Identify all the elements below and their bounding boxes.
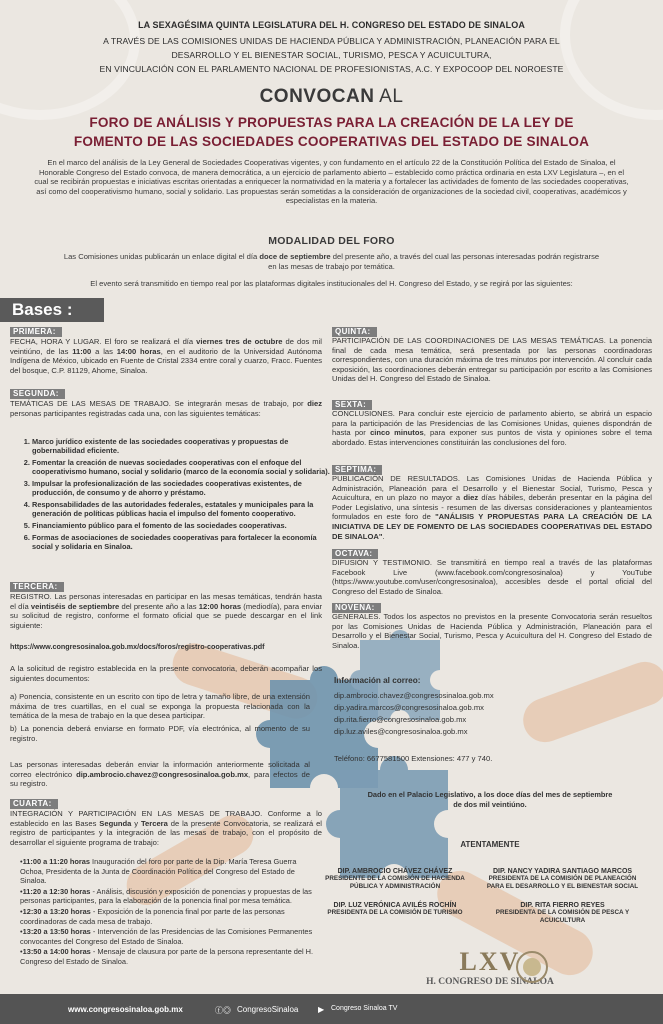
documentos-intro: A la solicitud de registro establecida en la presente convocatoria, deberán acompañar los siguientes documentos: bbox=[10, 664, 322, 683]
octava-label: OCTAVA: bbox=[332, 549, 378, 559]
youtube-icon: ▶ bbox=[318, 1005, 325, 1014]
seal-icon bbox=[515, 950, 549, 984]
social-icons: ⓕ◎ bbox=[215, 1006, 231, 1015]
footer-bar bbox=[0, 994, 663, 1024]
logo-numeral: LXV bbox=[459, 947, 521, 976]
contact-email[interactable]: dip.yadira.marcos@congresosinaloa.gob.mx bbox=[334, 703, 484, 712]
quinta-text: PARTICIPACIÓN DE LAS COORDINACIONES DE LAS MESAS TEMÁTICAS. La ponencia final de cada mesa temática, será presentada por las personas coordinadoras correspondientes, con una duración máxima de tres minutos por intervención. Al concluir cada exposición, las coordinaciones deberán entregar su participación por escrito a las Comisiones Unidas del H. Congreso del Estado de Sinaloa. bbox=[332, 336, 652, 384]
envio-text: Las personas interesadas deberán enviar la información anteriormente solicitada al correo electrónico dip.ambrocio.chavez@congresosinaloa.gob.mx, para efectos de su registro. bbox=[10, 760, 310, 789]
signature-block bbox=[320, 902, 470, 917]
footer-tv[interactable]: Congreso Sinaloa TV bbox=[331, 1005, 398, 1012]
novena-text: GENERALES. Todos los aspectos no previstos en la presente Convocatoria serán resueltos por las Comisiones Unidas de Hacienda Pública y Administración, Planeación para el Desarrollo y el Bienestar Social, Turismo, Pesca y Acuicultura del H. Congreso del Estado de Sinaloa. bbox=[332, 612, 652, 650]
signature-block bbox=[480, 868, 645, 890]
tematica-item: 1. Marco jurídico existente de las sociedades cooperativas y propuestas de gobernabilidad eficiente. bbox=[32, 437, 332, 455]
primera-text: FECHA, HORA Y LUGAR. El foro se realizará el día viernes tres de octubre de dos mil veintiúno, de las 11:00 a las 14:00 horas, en el auditorio de la Universidad Autónoma Indígena de México, ubicado en Fuente de Cristal 2334 entre coral y cuarzo, Fracc. Fuentes del bosque, C.P. 81129, Ahome, Sinaloa. bbox=[10, 337, 322, 375]
segunda-label: SEGUNDA: bbox=[10, 389, 65, 399]
tematica-item: 6. Formas de asociaciones de sociedades cooperativas para fortalecer la economía social y solidaria en Sinaloa. bbox=[32, 533, 332, 551]
atentamente: ATENTAMENTE bbox=[460, 840, 520, 849]
registro-email-link[interactable]: dip.ambrocio.chavez@congresosinaloa.gob.mx bbox=[76, 769, 249, 779]
programa-list bbox=[12, 857, 318, 968]
tercera-label: TERCERA: bbox=[10, 582, 64, 592]
contact-email[interactable]: dip.luz.aviles@congresosinaloa.gob.mx bbox=[334, 727, 468, 736]
forum-title-line-2: FOMENTO DE LAS SOCIEDADES COOPERATIVAS DEL ESTADO DE SINALOA bbox=[73, 134, 590, 149]
tematica-item: 3. Impulsar la profesionalización de las sociedades cooperativas existentes, de producción, de consumo y de ahorro y préstamo. bbox=[32, 479, 332, 497]
registro-link[interactable]: https://www.congresosinaloa.gob.mx/docs/foros/registro-cooperativas.pdf bbox=[10, 642, 265, 651]
contact-email[interactable]: dip.ambrocio.chavez@congresosinaloa.gob.mx bbox=[334, 691, 494, 700]
modalidad-text: Las Comisiones unidas publicarán un enlace digital el día doce de septiembre del presente año, a través del cual las personas interesadas podrán registrarse en las mesas de trabajo por temática. bbox=[63, 252, 600, 271]
novena-label: NOVENA: bbox=[332, 603, 381, 613]
signature-role: PRESIDENTA DE LA COMISIÓN DE PESCA Y ACUICULTURA bbox=[495, 909, 630, 924]
header-line-1: LA SEXAGÉSIMA QUINTA LEGISLATURA DEL H. CONGRESO DEL ESTADO DE SINALOA bbox=[138, 20, 525, 30]
tematica-item: 2. Fomentar la creación de nuevas sociedades cooperativas con el enfoque del cooperativismo humano, social y solidario (marco de la economía social y solidaria). bbox=[32, 458, 332, 476]
signature-name: DIP. RITA FIERRO REYES bbox=[520, 902, 605, 909]
cuarta-label: CUARTA: bbox=[10, 799, 58, 809]
documento-a: a) Ponencia, consistente en un escrito con tipo de letra y tamaño libre, de una extensión máxima de tres cuartillas, en el cual se exponga la propuesta relacionada con la temática de la mesa de trabajo en la que desea participar. bbox=[10, 692, 310, 721]
signature-role: PRESIDENTA DE LA COMISIÓN DE PLANEACIÓN PARA EL DESARROLLO Y EL BIENESTAR SOCIAL bbox=[486, 875, 639, 890]
tematica-item: 4. Responsabilidades de las autoridades federales, estatales y municipales para la generación de políticas públicas hacia el impulso del fomento cooperativo. bbox=[32, 500, 332, 518]
quinta-label: QUINTA: bbox=[332, 327, 377, 337]
septima-label: SEPTIMA: bbox=[332, 465, 382, 475]
programa-item: •11:20 a 12:30 horas - Análisis, discusión y exposición de ponencias y propuestas de las personas participantes, para la elaboración de la ponencia final por mesa temática. bbox=[20, 886, 312, 906]
footer-social[interactable]: CongresoSinaloa bbox=[237, 1005, 299, 1014]
programa-item: •13:50 a 14:00 horas - Mensaje de clausura por parte de la persona representante del H. Congreso del Estado de Sinaloa. bbox=[20, 947, 314, 966]
header-line-4: EN VINCULACIÓN CON EL PARLAMENTO NACIONAL DE PROFESIONISTAS, A.C. Y EXPOCOOP DEL NOROESTE bbox=[99, 64, 564, 74]
transmision-text: El evento será transmitido en tiempo real por las plataformas digitales institucionales del H. Congreso del Estado, y se regirá por las siguientes: bbox=[90, 279, 573, 288]
header-line-2: A TRAVÉS DE LAS COMISIONES UNIDAS DE HACIENDA PÚBLICA Y ADMINISTRACIÓN, PLANEACIÓN PARA EL bbox=[103, 36, 560, 46]
sexta-label: SEXTA: bbox=[332, 400, 372, 410]
octava-text: DIFUSIÓN Y TESTIMONIO. Se transmitirá en tiempo real a través de las plataformas Facebook Live (www.facebook.com/congresosinaloa) y YouTube (https://www.youtube.com/user/congresosinaloa), accesibles desde el portal oficial del Congreso del Estado de Sinaloa. bbox=[332, 558, 652, 596]
documento-b: b) La ponencia deberá enviarse en formato PDF, vía electrónica, al momento de su registro. bbox=[10, 724, 310, 743]
signature-role: PRESIDENTA DE LA COMISIÓN DE TURISMO bbox=[327, 909, 463, 917]
footer-website[interactable]: www.congresosinaloa.gob.mx bbox=[68, 1005, 183, 1014]
sexta-text: CONCLUSIONES. Para concluir este ejercicio de parlamento abierto, se abrirá un espacio para la participación de las Presidencias de las Comisiones Unidas, quienes dispondrán de hasta por cinco minutos, para exponer sus puntos de vista y opiniones sobre el tema abordado. Estas intervenciones constituirán las conclusiones del foro. bbox=[332, 409, 652, 447]
septima-text: PUBLICACIÓN DE RESULTADOS. Las Comisiones Unidas de Hacienda Pública y Administración, Planeación para el Desarrollo y el Bienestar Social, Turismo, Pesca y Acuicultura, en un plazo no mayor a diez días hábiles, deberán presentar en la página del Poder Legislativo, una síntesis - resumen de las diversas consideraciones y planteamientos formulados en este foro de "ANÁLISIS Y PROPUESTAS PARA LA CREACIÓN DE LA INICIATIVA DE LEY DE FOMENTO DE LAS SOCIEDADES COOPERATIVAS DEL ESTADO DE SINALOA". bbox=[332, 474, 652, 541]
tercera-text: REGISTRO. Las personas interesadas en participar en las mesas temáticas, tendrán hasta el día veintiséis de septiembre del presente año a las 12:00 horas (mediodía), para enviar su solicitud de registro, conforme el formato oficial que se puede descargar en el link siguiente: bbox=[10, 592, 323, 630]
contact-email[interactable]: dip.rita.fierro@congresosinaloa.gob.mx bbox=[334, 715, 467, 724]
dado-line-2: de dos mil veintiúno. bbox=[453, 800, 527, 809]
segunda-text: TEMÁTICAS DE LAS MESAS DE TRABAJO. Se integrarán mesas de trabajo, por diez personas participantes registradas cada una, con las siguientes temáticas: bbox=[10, 399, 322, 418]
signature-block bbox=[480, 902, 645, 924]
al-word: AL bbox=[374, 86, 404, 107]
hand-illustration bbox=[517, 656, 663, 749]
programa-item: •13:20 a 13:50 horas - Intervención de las Presidencias de las Comisiones Permanentes convocantes del Congreso del Estado de Sinaloa. bbox=[20, 927, 313, 946]
intro-paragraph: En el marco del análisis de la Ley General de Sociedades Cooperativas vigentes, y con fundamento en el artículo 22 de la Constitución Política del Estado de Sinaloa, el Honorable Congreso del Estado convoca, de manera democrática, a un ejercicio de parlamento abierto – establecido como práctica ordinaria en esta LXV Legislatura –, en el cual se recibirán propuestas e iniciativas escritas orientadas a enriquecer la normatividad en la materia y a fortalecer las actividades de fomento de las sociedades cooperativas, así como del cooperativismo humano, social y solidario. Las propuestas serán sometidas a la consideración de organizaciones de la sociedad civil, cooperativas, académicos y especialistas en la materia. bbox=[34, 158, 629, 206]
signature-name: DIP. AMBROCIO CHÁVEZ CHÁVEZ bbox=[337, 868, 453, 875]
signature-block bbox=[320, 868, 470, 890]
tematica-item: 5. Financiamiento público para el fomento de las sociedades cooperativas. bbox=[32, 521, 332, 530]
cuarta-text: INTEGRACIÓN Y PARTICIPACIÓN EN LAS MESAS DE TRABAJO. Conforme a lo establecido en las Bases Segunda y Tercera de la presente Convocatoria, se realizará el registro de participantes y la integración de las mesas de trabajo, con el propósito de desarrollar el siguiente programa de trabajo: bbox=[10, 809, 322, 847]
forum-title-line-1: FORO DE ANÁLISIS Y PROPUESTAS PARA LA CREACIÓN DE LA LEY DE bbox=[89, 115, 574, 130]
primera-label: PRIMERA: bbox=[10, 327, 62, 337]
contact-title: Información al correo: bbox=[334, 676, 421, 685]
convocan-word: CONVOCAN bbox=[259, 86, 375, 107]
contact-phone: Teléfono: 6677581500 Extensiones: 477 y 740. bbox=[334, 754, 493, 763]
signature-name: DIP. NANCY YADIRA SANTIAGO MARCOS bbox=[492, 868, 633, 875]
modalidad-title: MODALIDAD DEL FORO bbox=[268, 235, 395, 247]
signature-name: DIP. LUZ VERÓNICA AVILÉS ROCHÍN bbox=[333, 902, 457, 909]
logo-text: H. CONGRESO DE SINALOA bbox=[426, 977, 554, 987]
dado-line-1: Dado en el Palacio Legislativo, a los doce días del mes de septiembre bbox=[367, 790, 613, 799]
bases-label: Bases : bbox=[0, 298, 104, 322]
signature-role: PRESIDENTE DE LA COMISIÓN DE HACIENDA PÚBLICA Y ADMINISTRACIÓN bbox=[325, 875, 465, 890]
programa-item: •11:00 a 11:20 horas Inauguración del foro por parte de la Dip. María Teresa Guerra Ochoa, Presidenta de la Junta de Coordinación Política del Congreso del Estado de Sinaloa. bbox=[20, 857, 297, 886]
programa-item: •12:30 a 13:20 horas - Exposición de la ponencia final por parte de las personas coordinadoras de cada mesa de trabajo. bbox=[20, 906, 285, 926]
convocan-heading bbox=[0, 86, 663, 108]
header-line-3: DESARROLLO Y EL BIENESTAR SOCIAL, TURISMO, PESCA Y ACUICULTURA, bbox=[171, 50, 492, 60]
tematicas-list bbox=[22, 437, 332, 554]
